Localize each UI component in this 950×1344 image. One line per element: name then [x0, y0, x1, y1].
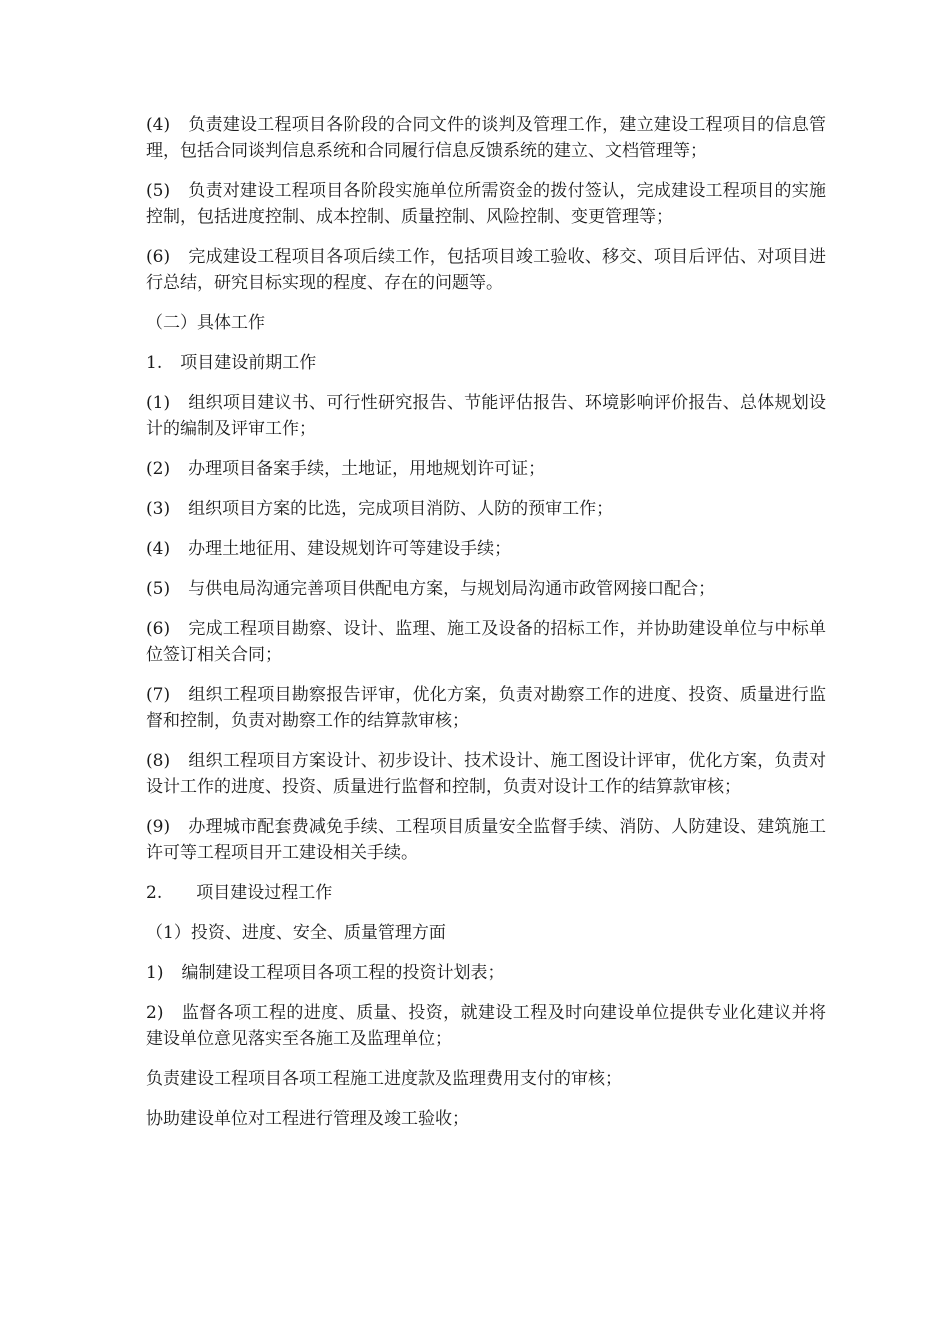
paragraph-pre-7	[146, 682, 826, 734]
subsection-heading-preliminary	[146, 350, 826, 376]
heading-text: （1）投资、进度、安全、质量管理方面	[146, 923, 446, 943]
heading-number: 2.	[146, 883, 163, 903]
paragraph-number: (4)	[146, 115, 171, 135]
paragraph-text: 负责对建设工程项目各阶段实施单位所需资金的拨付签认，完成建设工程项目的实施控制，包括进度控制、成本控制、质量控制、风险控制、变更管理等；	[146, 181, 826, 227]
paragraph-mgmt-4	[146, 1106, 826, 1132]
paragraph-number: (4)	[146, 539, 171, 559]
paragraph-text: 完成建设工程项目各项后续工作，包括项目竣工验收、移交、项目后评估、对项目进行总结，研究目标实现的程度、存在的问题等。	[146, 247, 826, 293]
heading-text: 项目建设前期工作	[180, 353, 317, 373]
paragraph-number: (2)	[146, 459, 171, 479]
paragraph-number: (6)	[146, 619, 171, 639]
paragraph-text: 组织项目建议书、可行性研究报告、节能评估报告、环境影响评价报告、总体规划设计的编制及评审工作；	[146, 393, 826, 439]
paragraph-text: 协助建设单位对工程进行管理及竣工验收；	[146, 1109, 469, 1129]
paragraph-pre-9	[146, 814, 826, 866]
paragraph-pre-2	[146, 456, 826, 482]
paragraph-pre-4	[146, 536, 826, 562]
paragraph-number: (9)	[146, 817, 171, 837]
heading-number: 1.	[146, 353, 163, 373]
paragraph-text: 办理城市配套费减免手续、工程项目质量安全监督手续、消防、人防建设、建筑施工许可等工程项目开工建设相关手续。	[146, 817, 826, 863]
paragraph-pre-3	[146, 496, 826, 522]
paragraph-number: (6)	[146, 247, 171, 267]
paragraph-text: 组织工程项目勘察报告评审，优化方案，负责对勘察工作的进度、投资、质量进行监督和控制，负责对勘察工作的结算款审核；	[146, 685, 826, 731]
heading-text: （二）具体工作	[146, 313, 265, 333]
paragraph-duty-5	[146, 178, 826, 230]
paragraph-number: 1)	[146, 963, 164, 983]
paragraph-text: 完成工程项目勘察、设计、监理、施工及设备的招标工作，并协助建设单位与中标单位签订相关合同；	[146, 619, 826, 665]
paragraph-pre-1	[146, 390, 826, 442]
paragraph-text: 与供电局沟通完善项目供配电方案，与规划局沟通市政管网接口配合；	[188, 579, 716, 599]
paragraph-number: (5)	[146, 181, 171, 201]
heading-text: 项目建设过程工作	[196, 883, 333, 903]
paragraph-text: 负责建设工程项目各阶段的合同文件的谈判及管理工作，建立建设工程项目的信息管理，包括合同谈判信息系统和合同履行信息反馈系统的建立、文档管理等；	[146, 115, 826, 161]
paragraph-mgmt-3	[146, 1066, 826, 1092]
paragraph-mgmt-2	[146, 1000, 826, 1052]
paragraph-number: (5)	[146, 579, 171, 599]
paragraph-number: 2)	[146, 1003, 164, 1023]
paragraph-text: 组织工程项目方案设计、初步设计、技术设计、施工图设计评审，优化方案，负责对设计工作的进度、投资、质量进行监督和控制，负责对设计工作的结算款审核；	[146, 751, 826, 797]
paragraph-number: (7)	[146, 685, 171, 705]
paragraph-number: (3)	[146, 499, 171, 519]
paragraph-duty-6	[146, 244, 826, 296]
paragraph-number: (8)	[146, 751, 171, 771]
paragraph-text: 编制建设工程项目各项工程的投资计划表；	[181, 963, 505, 983]
paragraph-text: 办理土地征用、建设规划许可等建设手续；	[188, 539, 512, 559]
section-heading-specific-work	[146, 310, 826, 336]
subsection-heading-management	[146, 920, 826, 946]
paragraph-mgmt-1	[146, 960, 826, 986]
paragraph-number: (1)	[146, 393, 171, 413]
paragraph-pre-6	[146, 616, 826, 668]
paragraph-text: 组织项目方案的比选，完成项目消防、人防的预审工作；	[188, 499, 614, 519]
document-page	[146, 112, 826, 1146]
paragraph-pre-5	[146, 576, 826, 602]
paragraph-duty-4	[146, 112, 826, 164]
paragraph-text: 办理项目备案手续，土地证，用地规划许可证；	[188, 459, 546, 479]
paragraph-text: 监督各项工程的进度、质量、投资，就建设工程及时向建设单位提供专业化建议并将建设单位意见落实至各施工及监理单位；	[146, 1003, 826, 1049]
paragraph-text: 负责建设工程项目各项工程施工进度款及监理费用支付的审核；	[146, 1069, 622, 1089]
paragraph-pre-8	[146, 748, 826, 800]
subsection-heading-construction	[146, 880, 826, 906]
